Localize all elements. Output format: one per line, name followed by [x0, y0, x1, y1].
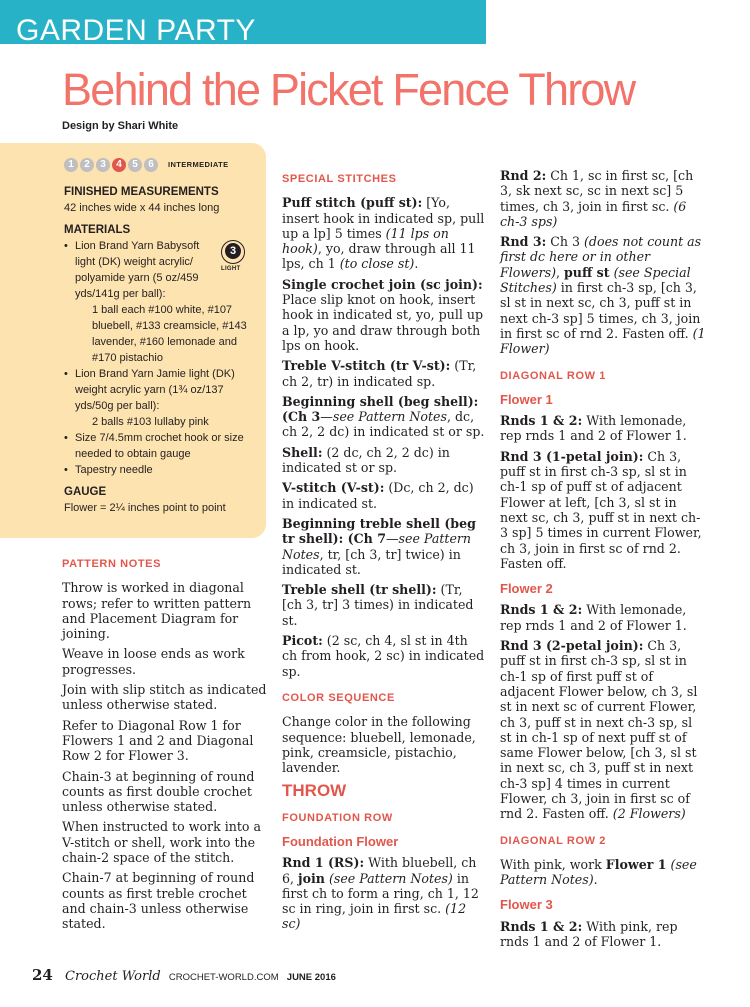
stitch-term: V-stitch (V-st): — [282, 480, 385, 496]
stitch-text: (2 dc, ch 2, 2 dc) in indicated st or sp. — [282, 444, 450, 476]
materials-item-yarn2 — [64, 366, 254, 414]
stitch-term: Picot: — [282, 633, 323, 649]
color-sequence-text: Change color in the following sequence: bluebell, lemonade, pink, creamsicle, pistachio, lavender. — [282, 714, 476, 776]
pattern-note: When instructed to work into a V-stitch or shell, work into the chain-2 space of the stitch. — [62, 819, 262, 866]
rnd-term: join — [298, 870, 325, 886]
throw-heading: THROW — [282, 781, 347, 801]
stitch-note: (11 lps on hook) — [282, 225, 449, 257]
rnd-term: puff st — [564, 264, 610, 280]
yarn2-text: Lion Brand Yarn Jamie light (DK) weight acrylic yarn (1¾ oz/137 yds/50g per ball): — [75, 368, 235, 412]
yarn-weight-icon — [217, 240, 249, 274]
rnd-note: (2 Flowers) — [612, 806, 686, 822]
foundation-rnd2 — [500, 168, 706, 229]
stitch-tr-shell — [282, 582, 486, 628]
skill-level-3: 3 — [96, 158, 110, 172]
skill-level — [64, 156, 254, 174]
rnd-term: Rnds 1 & 2: — [500, 413, 583, 429]
rnd-text: in first ch-3 sp, [ch 3, sl st in next sc, ch 3, puff st in next ch-3 sp] 5 times, ch 3, join in first sc of rnd 2. Fasten off. — [500, 280, 701, 341]
rnd-note: (6 ch-3 sps) — [500, 198, 687, 229]
diagonal-row-2-heading: DIAGONAL ROW 2 — [500, 834, 606, 847]
page-title: Behind the Picket Fence Throw — [62, 64, 635, 115]
rnd-text: With pink, work — [500, 856, 606, 872]
rnd-text: Ch 3, puff st in first ch-3 sp, sl st in ch-1 sp of puff st of adjacent Flower at left, [ch 3, sl st in next sc, ch 3, puff st in next ch-3 sp] 5 times in current Flower, ch 3, join in first sc of rnd 2. Fasten off. — [500, 448, 702, 571]
foundation-row-heading: FOUNDATION ROW — [282, 811, 393, 824]
rnd-text: With lemonade, rep rnds 1 and 2 of Flower 1. — [500, 413, 687, 444]
rnd-term: Rnds 1 & 2: — [500, 602, 583, 618]
pattern-notes-column — [62, 553, 272, 937]
rnd-text: in first ch to form a ring, ch 1, 12 sc in ring, join in first sc. — [282, 870, 479, 917]
stitch-text: (Tr, ch 2, tr) in indicated sp. — [282, 358, 477, 389]
finished-heading: FINISHED MEASUREMENTS — [64, 186, 219, 198]
flower2-rnds12 — [500, 602, 706, 633]
rnd-text: Ch 3, puff st in first ch-3 sp, sl st in ch-1 sp of first puff st of adjacent Flower below, ch 3, sl st in next sc of current Flower, ch 3, puff st in next ch-3 sp, sl st in ch-1 sp of next puff st of same Flower below, [ch 3, sl st in next sc, ch 3, puff st in next ch-3 sp] 4 times in current Flower, ch 3, join in first sc of rnd 2. Fasten off. — [500, 638, 698, 822]
foundation-rnd3 — [500, 234, 706, 356]
special-stitches-heading: SPECIAL STITCHES — [282, 173, 397, 185]
pattern-note: Refer to Diagonal Row 1 for Flowers 1 and 2 and Diagonal Row 2 for Flower 3. — [62, 717, 254, 764]
rnd-term: Flower 1 — [605, 856, 667, 872]
materials-item-hook — [64, 430, 254, 462]
skill-level-2: 2 — [80, 158, 94, 172]
rnd-text: Ch 1, sc in first sc, [ch 3, sk next sc, sc in next sc] 5 times, ch 3, join in first sc. — [500, 168, 694, 214]
rnd-note: (see Pattern Notes) — [500, 856, 697, 888]
diagonal-row-1-heading: DIAGONAL ROW 1 — [500, 369, 606, 382]
instructions-column — [500, 168, 706, 954]
materials-item-needle — [64, 462, 254, 478]
stitch-term: Puff stitch (puff st): — [282, 195, 423, 211]
pattern-note: Chain-7 at beginning of round counts as first treble crochet and chain-3 unless otherwise stated. — [62, 870, 255, 932]
rnd-term: Rnd 3: — [500, 234, 547, 250]
stitch-note: —see Pattern Notes — [282, 531, 472, 562]
foundation-flower-heading: Foundation Flower — [282, 833, 399, 849]
designer-byline: Design by Shari White — [62, 120, 179, 132]
rnd-text: . — [593, 872, 598, 888]
flower1-rnd3 — [500, 449, 706, 571]
skill-level-4: 4 — [112, 158, 126, 172]
stitch-text: , dc, ch 2, 2 dc) in indicated st or sp. — [282, 409, 485, 440]
yarn-weight-number: 3 — [225, 243, 241, 259]
materials-list — [64, 238, 254, 478]
rnd-note: (12 sc) — [282, 901, 467, 932]
stitch-term: (Ch 7 — [343, 531, 386, 547]
stitch-tr-v — [282, 358, 486, 389]
stitch-term: Beginning shell (beg shell): — [282, 393, 479, 409]
skill-level-label: INTERMEDIATE — [168, 160, 229, 169]
stitch-term: Single crochet join (sc join): — [282, 276, 483, 292]
flower-2-heading: Flower 2 — [500, 581, 553, 597]
rnd-note: (does not count as first dc here or in other Flowers) — [500, 234, 702, 280]
skill-level-1: 1 — [64, 158, 78, 172]
stitch-text: Place slip knot on hook, insert hook in indicated st, yo, pull up a lp, yo and draw through both lps on hook. — [282, 292, 484, 353]
pattern-note: Join with slip stitch as indicated unless otherwise stated. — [62, 682, 267, 713]
stitch-text: [Yo, insert hook in indicated sp, pull up a lp] 5 times — [282, 195, 485, 241]
page-footer — [32, 966, 336, 984]
special-stitches-column — [282, 168, 486, 937]
stitch-term: (Ch 3 — [282, 409, 321, 425]
rnd-term: Rnds 1 & 2: — [500, 918, 583, 934]
color-sequence-heading: COLOR SEQUENCE — [282, 691, 395, 704]
stitch-beg-tr-shell — [282, 516, 486, 577]
section-banner-text: GARDEN PARTY — [16, 14, 256, 47]
rnd-term: Rnd 3 (2-petal join): — [500, 638, 644, 654]
rnd-note: (see Special Stitches) — [500, 264, 691, 296]
rnd-term: Rnd 3 (1-petal join): — [500, 448, 644, 464]
stitch-note: (to close st) — [339, 256, 415, 272]
rnd-note: (1 Flower) — [500, 325, 706, 357]
needle-text: Tapestry needle — [75, 464, 153, 476]
yarn2-detail: 2 balls #103 lullaby pink — [92, 416, 209, 428]
diagonal-row-2-text — [500, 857, 706, 888]
flower2-rnd3 — [500, 638, 706, 822]
materials-heading: MATERIALS — [64, 224, 131, 236]
stitch-term: Treble V-stitch (tr V-st): — [282, 358, 451, 374]
gauge-text: Flower = 2¼ inches point to point — [64, 502, 226, 514]
stitch-term: Treble shell (tr shell): — [282, 582, 437, 598]
rnd-text: Ch 3 — [546, 234, 585, 250]
stitch-term: Shell: — [282, 444, 323, 460]
pattern-note: Weave in loose ends as work progresses. — [62, 646, 245, 677]
stitch-beg-shell — [282, 394, 486, 440]
flower-1-heading: Flower 1 — [500, 391, 553, 407]
flower1-rnds12 — [500, 413, 706, 444]
stitch-v-st — [282, 480, 486, 511]
foundation-rnd1 — [282, 855, 486, 931]
stitch-sc-join — [282, 277, 486, 353]
pattern-note: Throw is worked in diagonal rows; refer to written pattern and Placement Diagram for joining. — [62, 580, 252, 642]
hook-text: Size 7/4.5mm crochet hook or size needed to obtain gauge — [75, 432, 244, 460]
skill-level-5: 5 — [128, 158, 142, 172]
gauge-heading: GAUGE — [64, 486, 107, 498]
yarn-weight-label: LIGHT — [221, 266, 241, 272]
stitch-text: (Dc, ch 2, dc) in indicated st. — [282, 480, 474, 511]
finished-text: 42 inches wide x 44 inches long — [64, 202, 220, 214]
stitch-text: , yo, draw through all 11 lps, ch 1 — [282, 241, 476, 272]
pattern-note: Chain-3 at beginning of round counts as first double crochet unless otherwise stated. — [62, 768, 255, 815]
stitch-text: (Tr, [ch 3, tr] 3 times) in indicated st. — [282, 582, 474, 628]
stitch-text: (2 sc, ch 4, sl st in 4th ch from hook, 2 sc) in indicated sp. — [282, 633, 485, 679]
pattern-notes-heading: PATTERN NOTES — [62, 558, 162, 570]
issue-date: JUNE 2016 — [286, 972, 336, 983]
stitch-text: , tr, [ch 3, tr] twice) in indicated st. — [282, 546, 461, 577]
stitch-shell — [282, 445, 486, 476]
flower-3-heading: Flower 3 — [500, 897, 553, 913]
magazine-url: CROCHET-WORLD.COM — [168, 972, 279, 983]
page-number: 24 — [32, 966, 53, 984]
stitch-picot — [282, 633, 486, 679]
rnd-text: With pink, rep rnds 1 and 2 of Flower 1. — [500, 918, 678, 950]
rnd-text: With bluebell, ch 6, — [282, 855, 477, 886]
stitch-term: Beginning treble shell (beg tr shell): — [282, 515, 476, 547]
sidebar-content — [64, 156, 254, 516]
rnd-text: With lemonade, rep rnds 1 and 2 of Flower 1. — [500, 602, 687, 633]
rnd-term: Rnd 2: — [500, 168, 547, 183]
flower3-rnds12 — [500, 919, 706, 950]
yarn1-detail: 1 ball each #100 white, #107 bluebell, #133 creamsicle, #143 lavender, #160 lemonade and #170 pistachio — [92, 304, 247, 364]
rnd-term: Rnd 1 (RS): — [282, 855, 365, 871]
rnd-note: (see Pattern Notes) — [324, 870, 453, 886]
stitch-text: . — [414, 256, 419, 272]
rnd-text: , — [555, 264, 564, 280]
stitch-puff — [282, 195, 486, 271]
stitch-note: —see Pattern Notes — [320, 409, 447, 425]
skill-level-6: 6 — [144, 158, 158, 172]
magazine-name: Crochet World — [65, 969, 161, 984]
yarn1-text: Lion Brand Yarn Babysoft light (DK) weight acrylic/ polyamide yarn (5 oz/459 yds/141g per ball): — [75, 240, 200, 300]
